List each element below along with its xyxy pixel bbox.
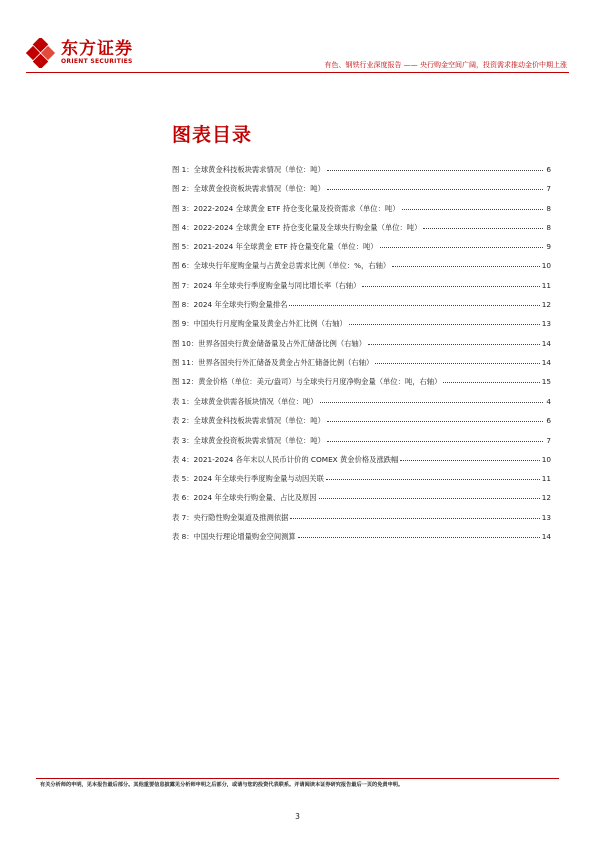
toc-entry-page: 12: [541, 300, 551, 310]
toc-entry-label: 表 6：2024 年全球央行购金量、占比及原因: [172, 493, 317, 503]
toc-entry[interactable]: [172, 300, 551, 319]
toc-entry[interactable]: [172, 416, 551, 435]
dot-leader: [375, 363, 539, 364]
dot-leader: [326, 479, 540, 480]
dot-leader: [290, 518, 539, 519]
figure-list: [172, 165, 551, 397]
toc-entry-page: 10: [541, 454, 551, 464]
toc-entry-page: 11: [541, 474, 551, 484]
dot-leader: [362, 286, 539, 287]
dot-leader: [400, 460, 539, 461]
toc-entry-label: 表 3：全球黄金投资板块需求情况（单位：吨）: [172, 435, 325, 445]
dot-leader: [327, 421, 543, 422]
toc-entry[interactable]: [172, 377, 551, 396]
dot-leader: [327, 170, 543, 171]
dot-leader: [319, 498, 540, 499]
disclaimer: 有关分析师的申明，见本报告最后部分。其他重要信息披露见分析师申明之后部分，或请与您的投资代表联系。并请阅读本证券研究报告最后一页的免责申明。: [40, 782, 404, 788]
toc-entry[interactable]: [172, 184, 551, 203]
toc-entry[interactable]: [172, 242, 551, 261]
dot-leader: [327, 189, 543, 190]
footer-divider: [36, 778, 559, 779]
page-number: 3: [295, 812, 300, 821]
toc-entry-page: 8: [546, 203, 551, 213]
toc-entry-label: 图 6：全球央行年度购金量与占黄金总需求比例（单位：%，右轴）: [172, 261, 391, 271]
dot-leader: [298, 537, 540, 538]
toc-entry-label: 图 3：2022-2024 全球黄金 ETF 持仓变化量及投资需求（单位：吨）: [172, 203, 400, 213]
toc-entry[interactable]: [172, 204, 551, 223]
toc-entry-label: 表 1：全球黄金供需各版块情况（单位：吨）: [172, 397, 318, 406]
toc-entry-label: 图 11：世界各国央行外汇储备及黄金占外汇储备比例（右轴）: [172, 357, 374, 367]
dot-leader: [320, 402, 543, 403]
toc-entry[interactable]: [172, 319, 551, 338]
toc-title: 图表目录: [172, 124, 253, 146]
toc-entry-label: 图 9：中国央行月度购金量及黄金占外汇比例（右轴）: [172, 319, 347, 329]
dot-leader: [289, 305, 539, 306]
toc-entry-page: 7: [546, 435, 551, 445]
toc-entry[interactable]: [172, 455, 551, 474]
logo-mark-icon: [26, 38, 56, 68]
toc-entry-label: 表 2：全球黄金科技板块需求情况（单位：吨）: [172, 416, 325, 426]
toc-entry-label: 图 10：世界各国央行黄金储备量及占外汇储备比例（右轴）: [172, 338, 367, 348]
toc-entry-label: 表 4：2021-2024 各年末以人民币计价的 COMEX 黄金价格及涨跌幅: [172, 454, 399, 464]
dot-leader: [392, 266, 539, 267]
toc-entry-label: 图 8：2024 年全球央行购金量排名: [172, 300, 288, 310]
toc-entry-label: 表 8：中国央行理论增量购金空间测算: [172, 532, 296, 542]
toc-entry-page: 13: [541, 512, 551, 522]
toc-entry-label: 图 5：2021-2024 年全球黄金 ETF 持仓量变化量（单位：吨）: [172, 242, 378, 252]
dot-leader: [349, 324, 540, 325]
toc-entry[interactable]: [172, 397, 551, 416]
toc-entry-page: 14: [541, 357, 551, 367]
logo-english-name: ORIENT SECURITIES: [61, 58, 133, 65]
toc-entry[interactable]: [172, 358, 551, 377]
toc-entry[interactable]: [172, 436, 551, 455]
dot-leader: [368, 344, 540, 345]
toc-entry-page: 11: [541, 280, 551, 290]
toc-entry-label: 图 1：全球黄金科技板块需求情况（单位：吨）: [172, 165, 325, 174]
toc-entry-page: 7: [546, 184, 551, 194]
toc-entry[interactable]: [172, 474, 551, 493]
logo-chinese-name: 东方证券: [61, 39, 133, 59]
toc-entry-label: 图 7：2024 年全球央行季度购金量与同比增长率（右轴）: [172, 280, 361, 290]
toc-entry-page: 10: [541, 261, 551, 271]
dot-leader: [423, 228, 543, 229]
report-title-header: 有色、钢铁行业深度报告 —— 央行购金空间广阔，投资需求推动金价中期上涨: [324, 61, 567, 69]
toc-entry[interactable]: [172, 532, 551, 551]
toc-entry[interactable]: [172, 261, 551, 280]
toc-entry[interactable]: [172, 165, 551, 184]
company-logo: [26, 38, 133, 68]
toc-entry-page: 12: [541, 493, 551, 503]
toc-entry-page: 6: [546, 165, 551, 174]
header-divider: [26, 72, 569, 73]
toc-entry-page: 13: [541, 319, 551, 329]
toc-entry[interactable]: [172, 223, 551, 242]
toc-entry-label: 表 5：2024 年全球央行季度购金量与动因关联: [172, 474, 324, 484]
toc-entry-page: 6: [546, 416, 551, 426]
toc-entry-label: 图 12：黄金价格（单位：美元/盎司）与全球央行月度净购金量（单位：吨，右轴）: [172, 377, 442, 387]
dot-leader: [380, 247, 543, 248]
toc-entry-label: 表 7：央行隐性购金渠道及推测依据: [172, 512, 289, 522]
toc-entry-page: 4: [546, 397, 551, 406]
table-list: [172, 397, 551, 551]
toc-entry[interactable]: [172, 493, 551, 512]
toc-entry[interactable]: [172, 339, 551, 358]
dot-leader: [443, 382, 539, 383]
toc-entry[interactable]: [172, 513, 551, 532]
toc-entry-page: 15: [541, 377, 551, 387]
toc-entry-page: 9: [546, 242, 551, 252]
toc-entry-label: 图 4：2022-2024 全球黄金 ETF 持仓变化量及全球央行购金量（单位：吨）: [172, 222, 422, 232]
toc-entry-page: 8: [546, 222, 551, 232]
toc-entry[interactable]: [172, 281, 551, 300]
toc-entry-page: 14: [541, 532, 551, 542]
dot-leader: [327, 441, 543, 442]
toc-entry-label: 图 2：全球黄金投资板块需求情况（单位：吨）: [172, 184, 325, 194]
toc-entry-page: 14: [541, 338, 551, 348]
dot-leader: [402, 209, 544, 210]
